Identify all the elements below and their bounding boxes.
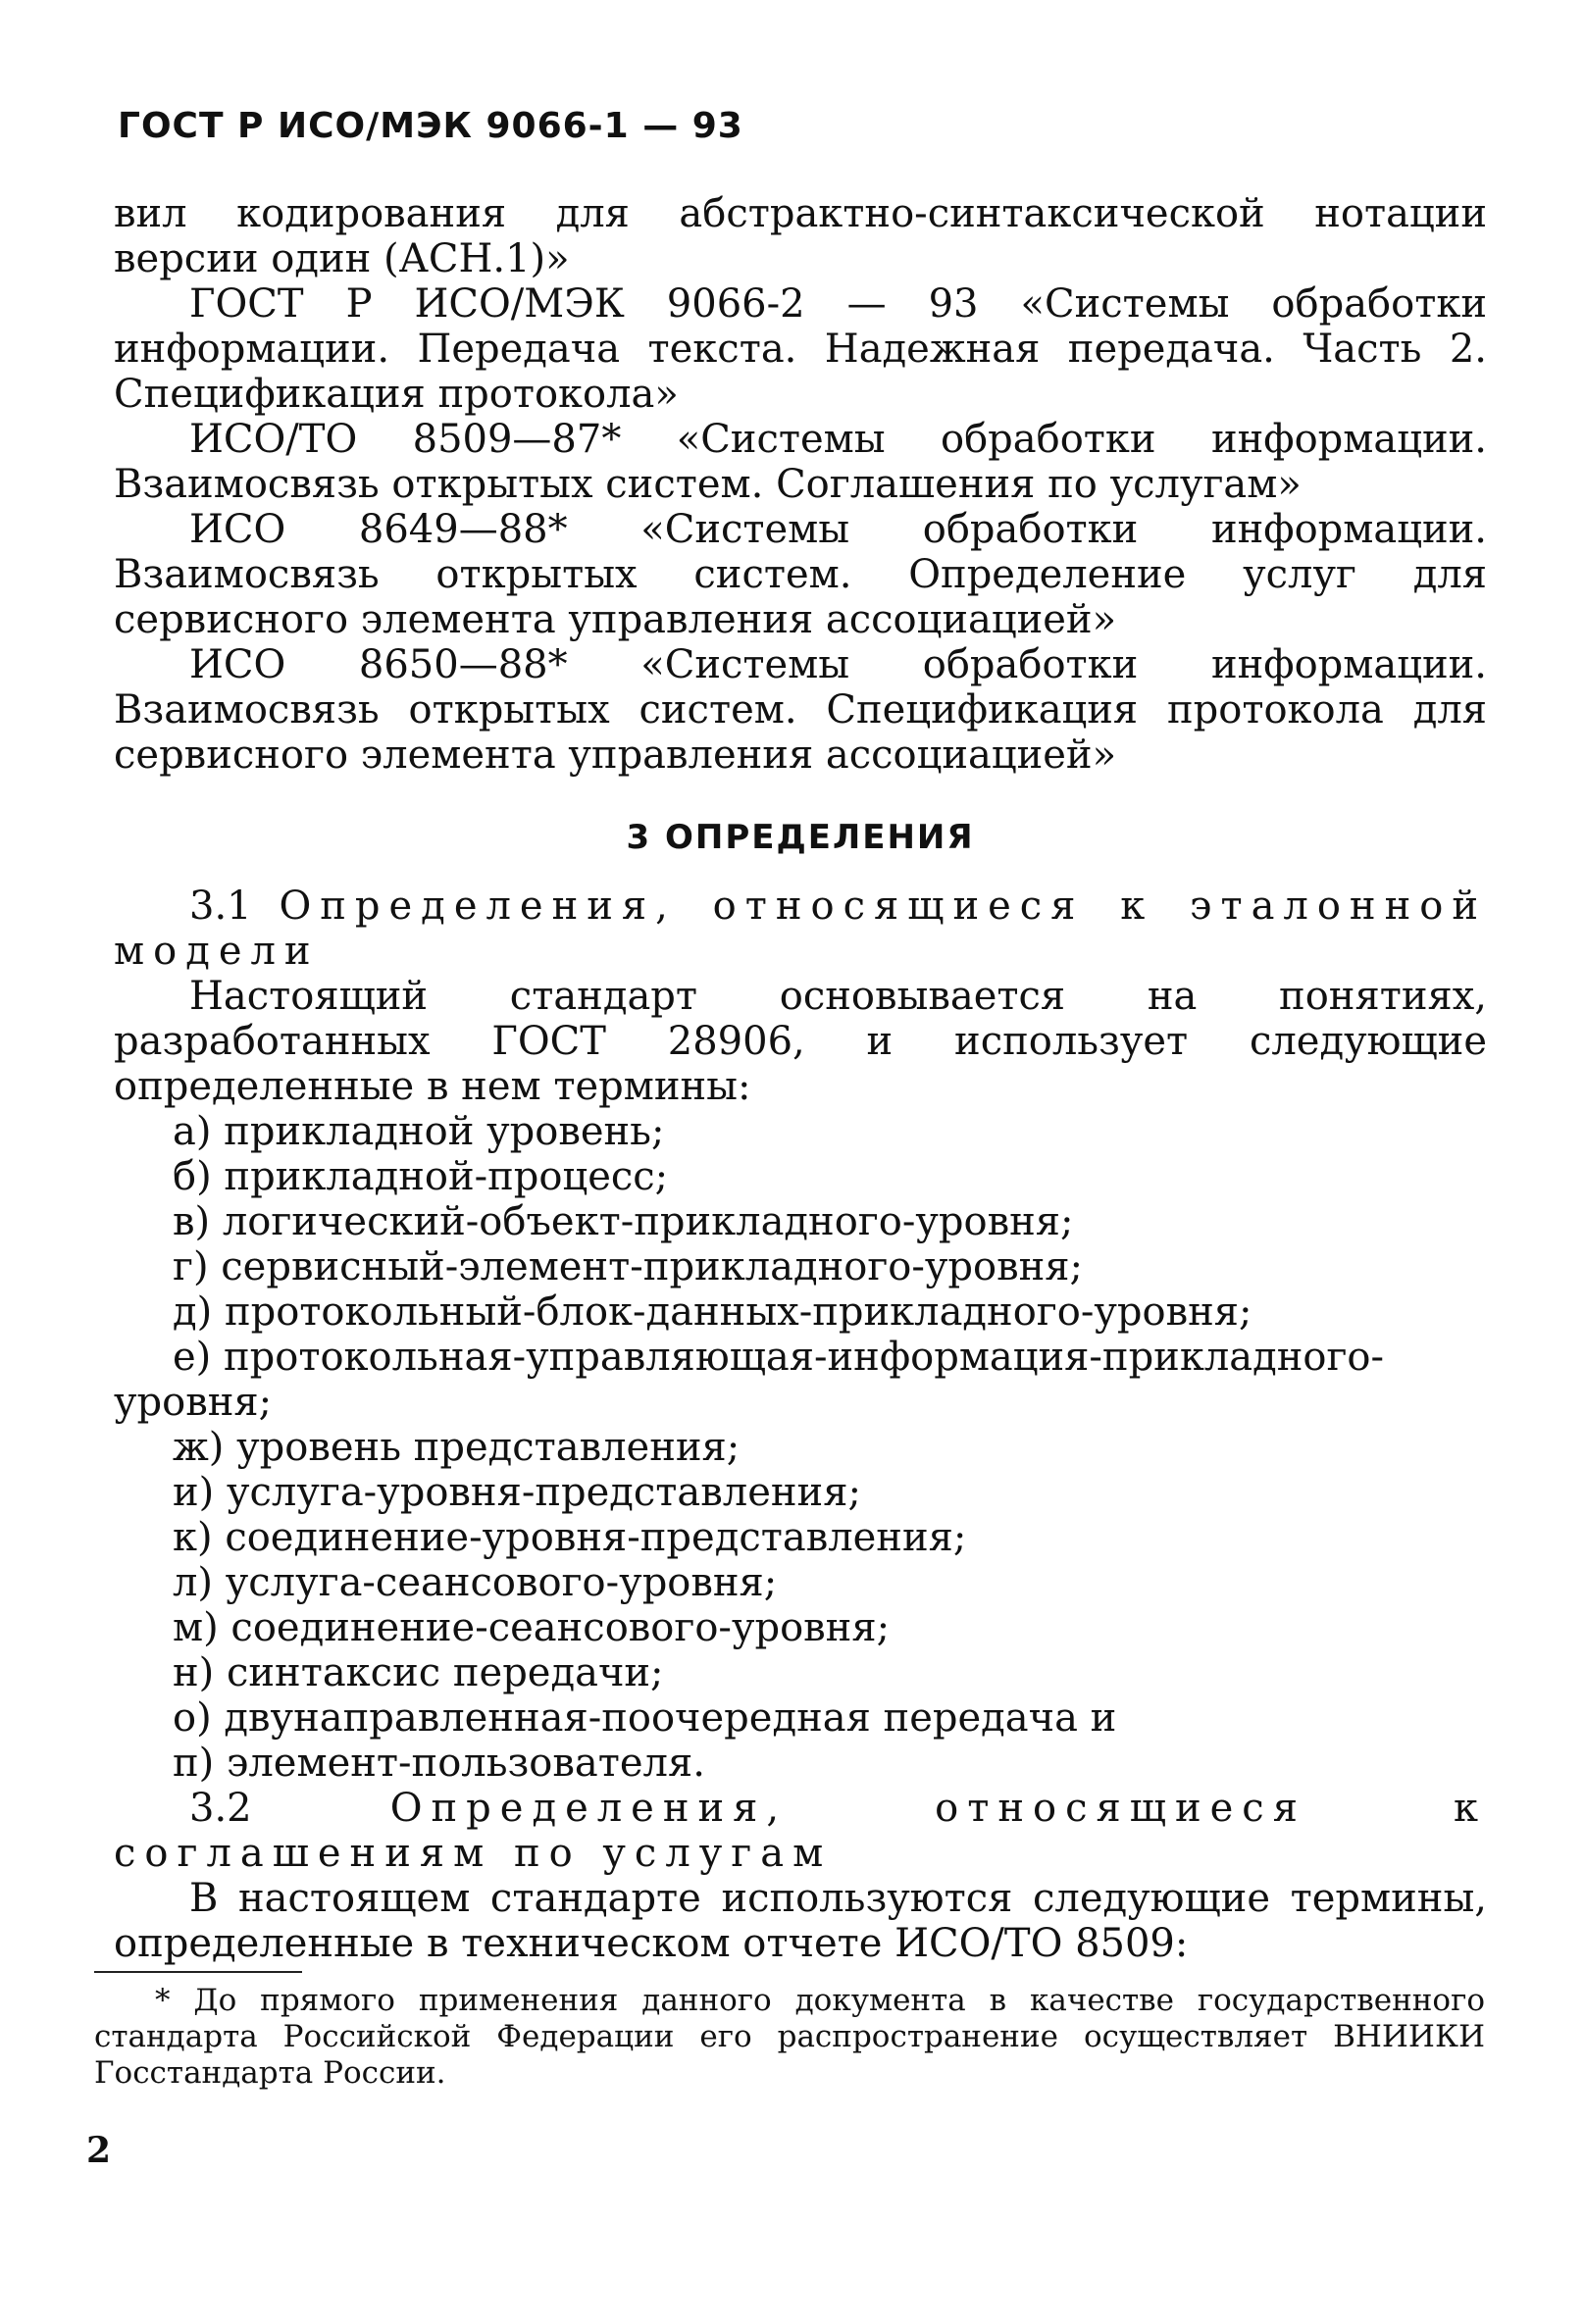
subsection-heading-3-1: [114, 884, 1487, 974]
subsection-heading-3-2: [114, 1786, 1487, 1876]
footnote-text: * До прямого применения данного документа в качестве государственного стандарта Российской Федерации его распространение осуществляет ВНИИКИ Госстандарта России.: [94, 1983, 1485, 2091]
term-list-item: г) сервисный-элемент-прикладного-уровня;: [173, 1244, 1084, 1289]
subsection-intro: В настоящем стандарте используются следующие термины, определенные в техническом отчете ИСО/ТО 8509:: [114, 1876, 1487, 1966]
term-list-item: в) логический-объект-прикладного-уровня;: [173, 1199, 1074, 1244]
page-header-standard-code: ГОСТ Р ИСО/МЭК 9066-1 — 93: [118, 106, 743, 146]
term-list-item: е) протокольная-управляющая-информация-прикладного-уровня;: [114, 1335, 1385, 1425]
term-list-item: п) элемент-пользователя.: [173, 1741, 705, 1786]
reference-item: ГОСТ Р ИСО/МЭК 9066-2 — 93 «Системы обработки информации. Передача текста. Надежная передача. Часть 2. Спецификация протокола»: [114, 281, 1487, 417]
subsection-title: Определения, относящиеся к эталонной модели: [114, 884, 1487, 974]
subsection-intro: Настоящий стандарт основывается на понятиях, разработанных ГОСТ 28906, и использует следующие определенные в нем термины:: [114, 974, 1487, 1109]
footnote: [94, 1983, 1485, 2092]
term-list-item: м) соединение-сеансового-уровня;: [173, 1605, 891, 1650]
term-list-item: и) услуга-уровня-представления;: [173, 1470, 861, 1515]
term-list-item: н) синтаксис передачи;: [173, 1650, 664, 1695]
term-list-item: д) протокольный-блок-данных-прикладного-уровня;: [173, 1289, 1252, 1335]
page-number: 2: [86, 2130, 112, 2171]
term-list-item: о) двунаправленная-поочередная передача и: [173, 1695, 1117, 1741]
continuation-paragraph: вил кодирования для абстрактно-синтаксической нотации версии один (АСН.1)»: [114, 191, 1487, 281]
term-list-item: ж) уровень представления;: [173, 1425, 741, 1470]
main-text-block: [114, 191, 1487, 1966]
section-title: 3 ОПРЕДЕЛЕНИЯ: [626, 818, 975, 857]
footnote-divider: [94, 1971, 302, 1973]
reference-item: ИСО 8649—88* «Системы обработки информации. Взаимосвязь открытых систем. Определение услуг для сервисного элемента управления ассоциацией»: [114, 507, 1487, 642]
subsection-title: Определения, относящиеся к соглашениям по услугам: [114, 1786, 1488, 1876]
subsection-number: 3.2: [189, 1786, 252, 1831]
term-list-item: л) услуга-сеансового-уровня;: [173, 1560, 778, 1605]
subsection-number: 3.1: [189, 884, 252, 929]
term-list-item: к) соединение-уровня-представления;: [173, 1515, 967, 1560]
term-list-item: б) прикладной-процесс;: [173, 1154, 669, 1199]
reference-item: ИСО 8650—88* «Системы обработки информации. Взаимосвязь открытых систем. Спецификация протокола для сервисного элемента управления ассоциацией»: [114, 642, 1487, 778]
reference-item: ИСО/ТО 8509—87* «Системы обработки информации. Взаимосвязь открытых систем. Соглашения по услугам»: [114, 417, 1487, 507]
term-list-item: а) прикладной уровень;: [173, 1109, 665, 1154]
